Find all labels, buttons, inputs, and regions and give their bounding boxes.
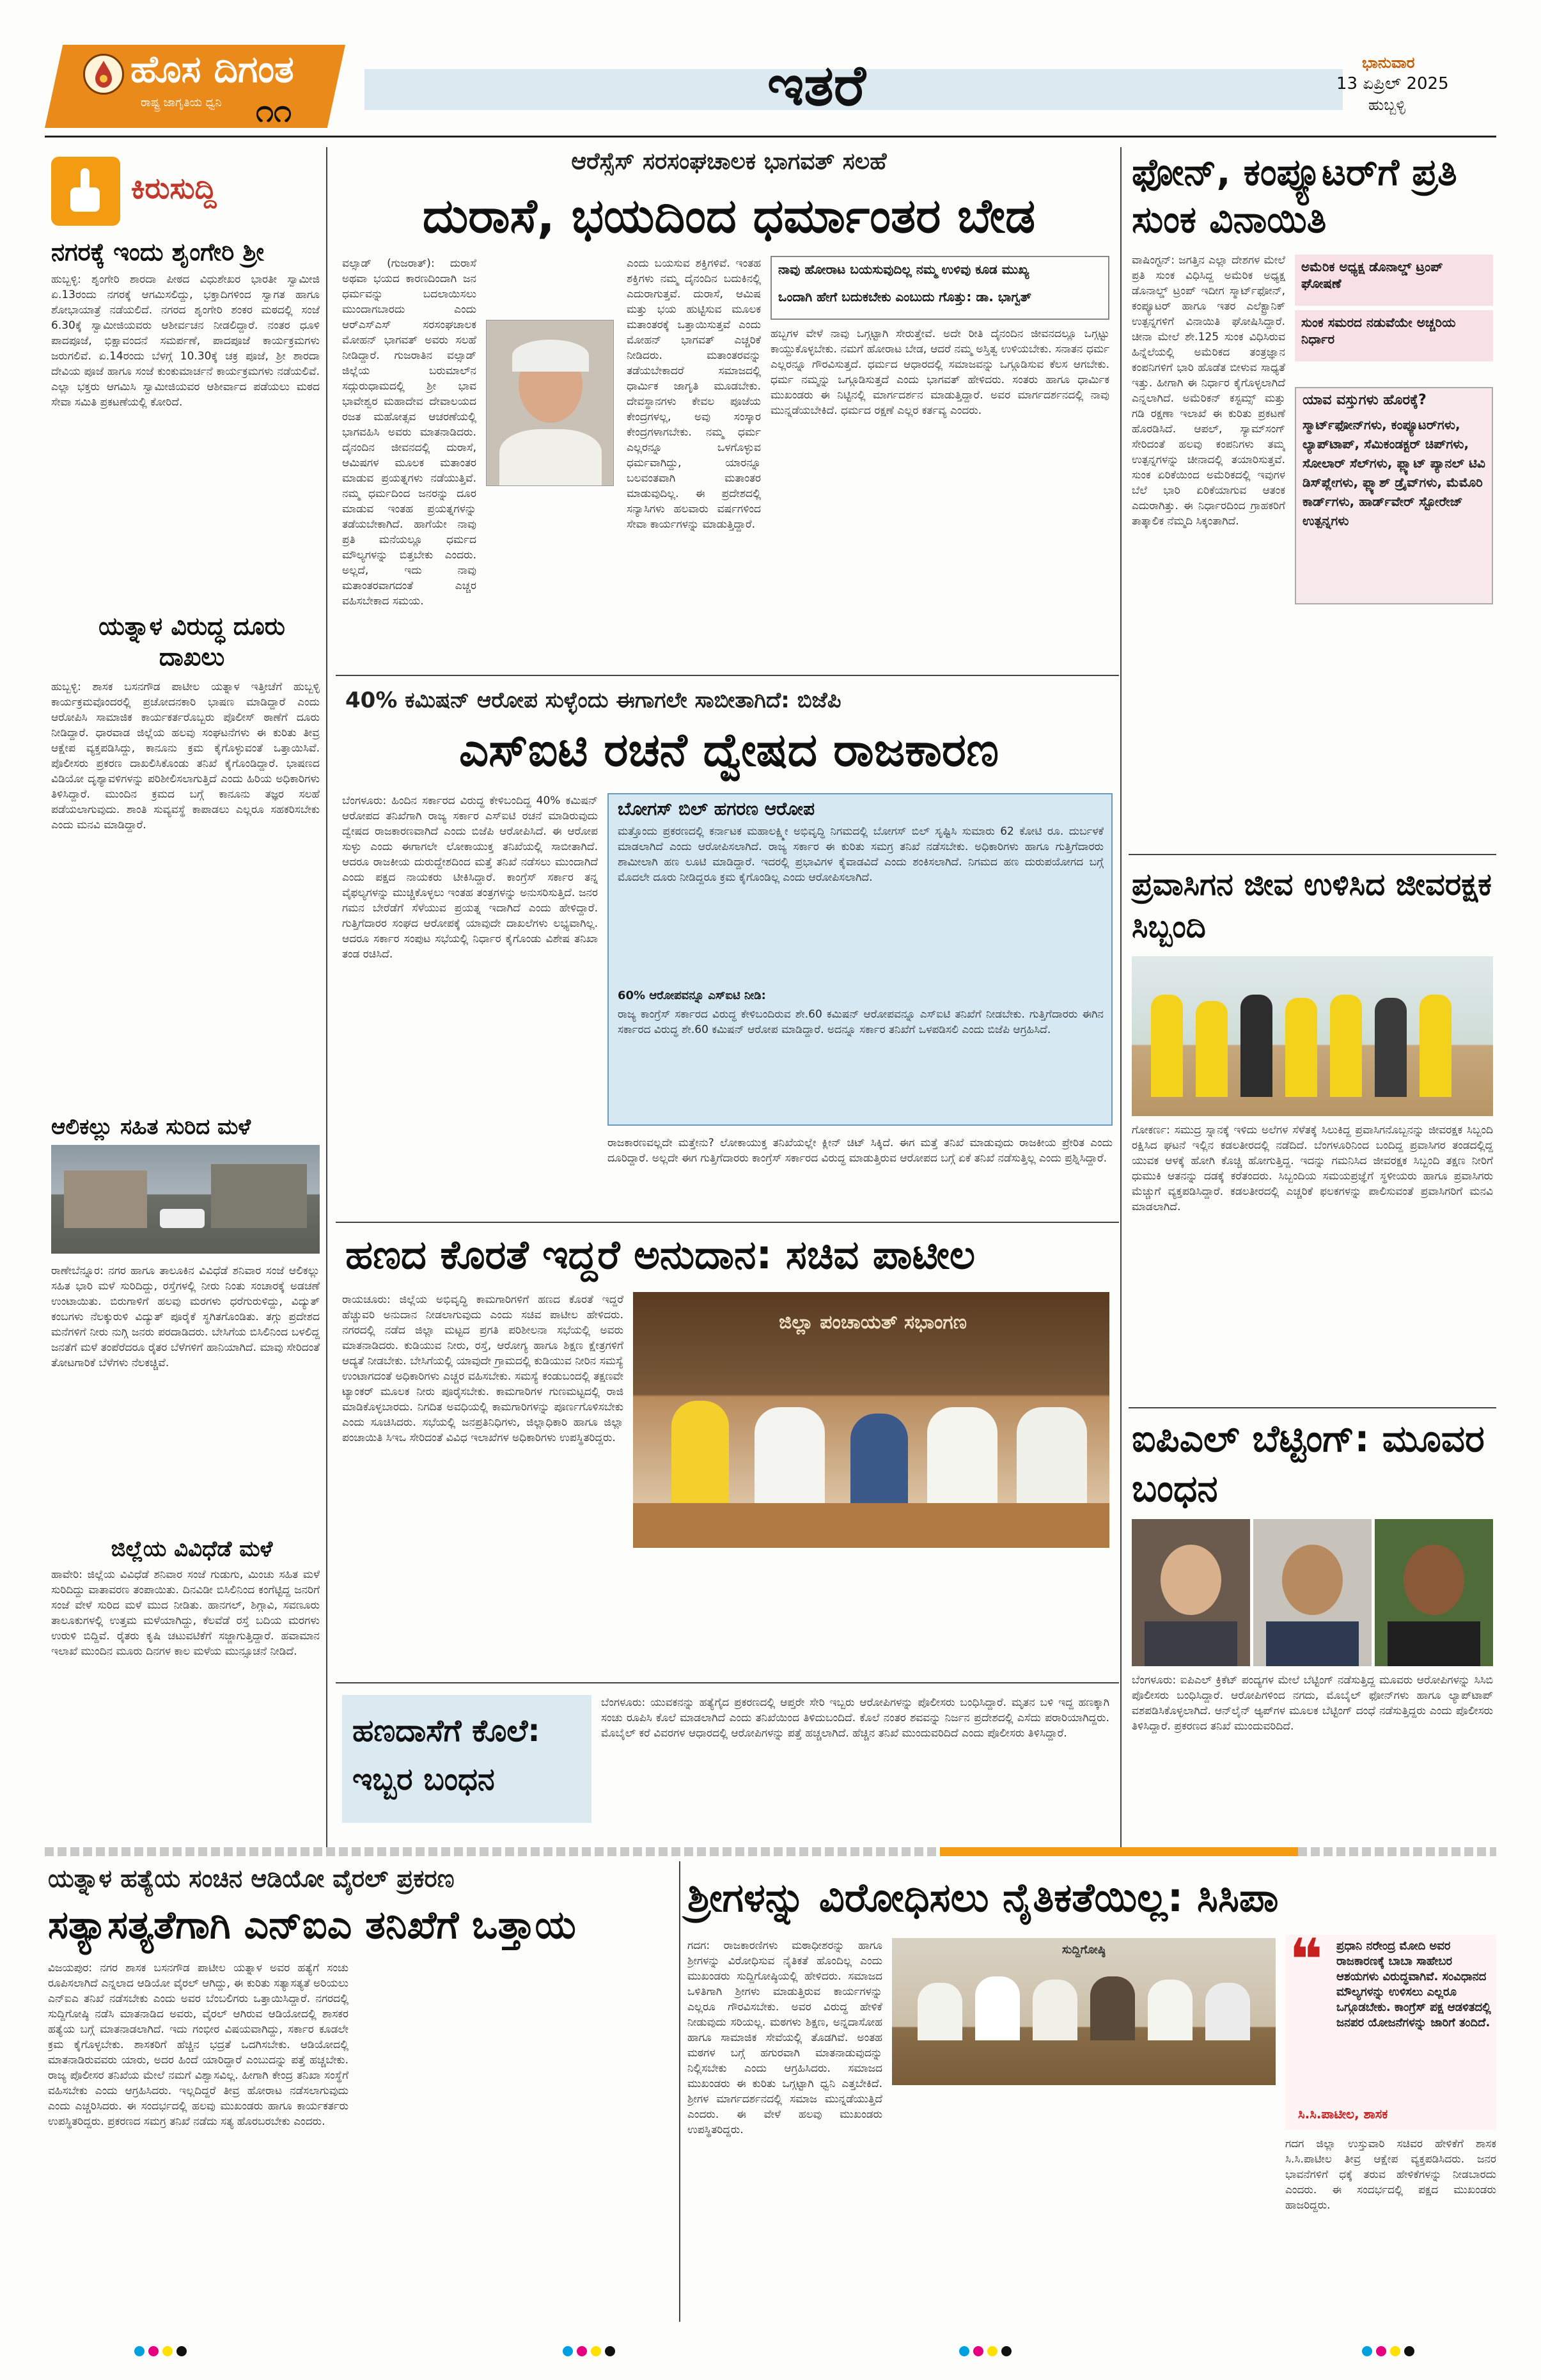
cpi-headline: ಶ್ರೀಗಳನ್ನು ವಿರೋಧಿಸಲು ನೈತಿಕತೆಯಿಲ್ಲ: ಸಿಸಿಪಾ	[687, 1874, 1279, 1921]
brief-1-body: ಹುಬ್ಬಳ್ಳಿ: ಶೃಂಗೇರಿ ಶಾರದಾ ಪೀಠದ ವಿಧುಶೇಖರ ಭಾರತೀ ಸ್ವಾಮೀಜಿ ಏ.13ರಂದು ನಗರಕ್ಕೆ ಆಗಮಿಸಲಿದ್ದು, ಭಕ್ತಾದಿಗಳಿಂದ ಸ್ವಾಗತ ಹಾಗೂ ಶೋಭಾಯಾತ್ರೆ ನಡೆಯಲಿದೆ. ನಗರದ ಶೃಂಗೇರಿ ಶಂಕರ ಮಠದಲ್ಲಿ ಸಂಜೆ 6.30ಕ್ಕೆ ಸ್ವಾಮೀಜಿಯವರು ಆಶೀರ್ವಚನ ನೀಡಲಿದ್ದಾರೆ. ನಂತರ ಧೂಳಿ ಪಾದಪೂಜೆ, ಭಿಕ್ಷಾವಂದನೆ ಸಮರ್ಪಣೆ, ಪಾದಪೂಜೆ ಕಾರ್ಯಕ್ರಮಗಳು ಜರುಗಲಿವೆ. ಏ.14ರಂದು ಬೆಳಗ್ಗೆ 10.30ಕ್ಕೆ ಚಕ್ರ ಪೂಜೆ, ಶ್ರೀ ಶಾರದಾ ದೇವಿಯ ಪೂಜೆ ಹಾಗೂ ಸಂಜೆ ಕುಂಕುಮಾರ್ಚನೆ ಕಾರ್ಯಕ್ರಮಗಳು ನಡೆಯಲಿವೆ. ಎಲ್ಲಾ ಭಕ್ತರು ಆಗಮಿಸಿ ಸ್ವಾಮೀಜಿಯವರ ಆಶೀರ್ವಾದ ಪಡೆಯಲು ಮಠದ ಸೇವಾ ಸಮಿತಿ ಪ್ರಕಟಣೆಯಲ್ಲಿ ಕೋರಿದೆ.	[51, 273, 320, 409]
masthead-rule	[45, 136, 1496, 138]
section-stripe-orange	[940, 1847, 1298, 1856]
brief-2-title: ಯತ್ನಾಳ ವಿರುದ್ಧ ದೂರು ದಾಖಲು	[98, 612, 285, 671]
logo-emblem-icon	[83, 54, 124, 95]
tariff-headline: ಫೋನ್, ಕಂಪ್ಯೂಟರ್‌ಗೆ ಪ್ರತಿ ಸುಂಕ ವಿನಾಯಿತಿ	[1132, 150, 1457, 241]
quote-mark-icon: ❝	[1289, 1927, 1323, 1994]
cpi-side-body: ಗದಗ ಜಿಲ್ಲಾ ಉಸ್ತುವಾರಿ ಸಚಿವರ ಹೇಳಿಕೆಗೆ ಶಾಸಕ ಸಿ.ಸಿ.ಪಾಟೀಲ ತೀವ್ರ ಆಕ್ಷೇಪ ವ್ಯಕ್ತಪಡಿಸಿದರು. ಜನರ ಭಾವನೆಗಳಿಗೆ ಧಕ್ಕೆ ತರುವ ಹೇಳಿಕೆಗಳನ್ನು ನೀಡಬಾರದು ಎಂದರು. ಈ ಸಂದರ್ಭದಲ್ಲಿ ಪಕ್ಷದ ಮುಖಂಡರು ಹಾಜರಿದ್ದರು.	[1285, 2138, 1496, 2212]
lead-headline: ದುರಾಸೆ, ಭಯದಿಂದ ಧರ್ಮಾಂತರ ಬೇಡ	[422, 189, 1036, 244]
nia-body: ವಿಜಯಪುರ: ನಗರ ಶಾಸಕ ಬಸನಗೌಡ ಪಾಟೀಲ ಯತ್ನಾಳ ಅವರ ಹತ್ಯೆಗೆ ಸಂಚು ರೂಪಿಸಲಾಗಿದೆ ಎನ್ನಲಾದ ಆಡಿಯೋ ವೈರಲ್ ಆಗಿದ್ದು, ಈ ಕುರಿತು ಸತ್ಯಾಸತ್ಯತೆ ಅರಿಯಲು ಎನ್‌ಐಎ ತನಿಖೆ ನಡೆಸಬೇಕು ಎಂದು ಅವರ ಬೆಂಬಲಿಗರು ಒತ್ತಾಯಿಸಿದ್ದಾರೆ. ನಗರದಲ್ಲಿ ಸುದ್ದಿಗೋಷ್ಠಿ ನಡೆಸಿ ಮಾತನಾಡಿದ ಅವರು, ವೈರಲ್ ಆಗಿರುವ ಆಡಿಯೋದಲ್ಲಿ ಶಾಸಕರ ಹತ್ಯೆಯ ಬಗ್ಗೆ ಮಾತನಾಡಲಾಗಿದೆ. ಇದು ಗಂಭೀರ ವಿಷಯವಾಗಿದ್ದು, ಸರ್ಕಾರ ಕೂಡಲೇ ಕ್ರಮ ಕೈಗೊಳ್ಳಬೇಕು. ಶಾಸಕರಿಗೆ ಹೆಚ್ಚಿನ ಭದ್ರತೆ ಒದಗಿಸಬೇಕು. ಆಡಿಯೋದಲ್ಲಿ ಮಾತನಾಡಿರುವವರು ಯಾರು, ಅದರ ಹಿಂದೆ ಯಾರಿದ್ದಾರೆ ಎಂಬುದನ್ನು ಪತ್ತೆ ಹಚ್ಚಬೇಕು. ರಾಜ್ಯ ಪೊಲೀಸರ ತನಿಖೆಯ ಮೇಲೆ ನಮಗೆ ವಿಶ್ವಾಸವಿಲ್ಲ. ಹೀಗಾಗಿ ಕೇಂದ್ರ ತನಿಖಾ ಸಂಸ್ಥೆಗೆ ವಹಿಸಬೇಕು ಎಂದು ಆಗ್ರಹಿಸಿದರು. ಇಲ್ಲದಿದ್ದರೆ ತೀವ್ರ ಹೋರಾಟ ನಡೆಸಲಾಗುವುದು ಎಂದು ಎಚ್ಚರಿಸಿದರು. ಈ ಸಂದರ್ಭದಲ್ಲಿ ಹಲವು ಮುಖಂಡರು ಹಾಗೂ ಕಾರ್ಯಕರ್ತರು ಉಪಸ್ಥಿತರಿದ್ದರು. ಪ್ರಕರಣದ ಸಮಗ್ರ ತನಿಖೆ ನಡೆದು ಸತ್ಯ ಹೊರಬರಬೇಕು ಎಂದರು.	[48, 1962, 348, 2128]
sit-headline: ಎಸ್‌ಐಟಿ ರಚನೆ ದ್ವೇಷದ ರಾಜಕಾರಣ	[458, 723, 999, 776]
brief-4-title: ಜಿಲ್ಲೆಯ ವಿವಿಧೆಡೆ ಮಳೆ	[111, 1536, 273, 1562]
accused-2-photo	[1253, 1519, 1372, 1666]
bogus-bill-highlight: 60% ಆರೋಪವನ್ನೂ ಎಸ್‌ಐಟಿ ನೀಡಿ:	[618, 989, 766, 1002]
tariff-list-box	[1295, 387, 1493, 604]
ipl-headline: ಐಪಿಎಲ್ ಬೆಟ್ಟಿಂಗ್: ಮೂವರ ಬಂಧನ	[1132, 1417, 1485, 1510]
tariff-box-2-text: ಸುಂಕ ಸಮರದ ನಡುವೆಯೇ ಅಚ್ಚರಿಯ ನಿರ್ಧಾರ	[1301, 315, 1456, 347]
rescue-body: ಗೋಕರ್ಣ: ಸಮುದ್ರ ಸ್ನಾನಕ್ಕೆ ಇಳಿದು ಅಲೆಗಳ ಸೆಳೆತಕ್ಕೆ ಸಿಲುಕಿದ್ದ ಪ್ರವಾಸಿಗನೊಬ್ಬನನ್ನು ಜೀವರಕ್ಷಕ ಸಿಬ್ಬಂದಿ ರಕ್ಷಿಸಿದ ಘಟನೆ ಇಲ್ಲಿನ ಕಡಲತೀರದಲ್ಲಿ ನಡೆದಿದೆ. ಬೆಂಗಳೂರಿನಿಂದ ಬಂದಿದ್ದ ಪ್ರವಾಸಿಗರ ತಂಡದಲ್ಲಿದ್ದ ಯುವಕ ಆಳಕ್ಕೆ ಹೋಗಿ ಕೊಚ್ಚಿ ಹೋಗುತ್ತಿದ್ದ. ಇದನ್ನು ಗಮನಿಸಿದ ಜೀವರಕ್ಷಕ ಸಿಬ್ಬಂದಿ ತಕ್ಷಣ ನೀರಿಗೆ ಧುಮುಕಿ ಆತನನ್ನು ದಡಕ್ಕೆ ಕರೆತಂದರು. ಸಿಬ್ಬಂದಿಯ ಸಮಯಪ್ರಜ್ಞೆಗೆ ಸ್ಥಳೀಯರು ಹಾಗೂ ಪ್ರವಾಸಿಗರು ಮೆಚ್ಚುಗೆ ವ್ಯಕ್ತಪಡಿಸಿದ್ದಾರೆ. ಕಡಲತೀರದಲ್ಲಿ ಎಚ್ಚರಿಕೆ ಫಲಕಗಳನ್ನು ಪಾಲಿಸುವಂತೆ ಪ್ರವಾಸಿಗರಿಗೆ ಮನವಿ ಮಾಡಲಾಗಿದೆ.	[1132, 1124, 1493, 1213]
brief-3-body: ರಾಣೇಬೆನ್ನೂರ: ನಗರ ಹಾಗೂ ತಾಲೂಕಿನ ವಿವಿಧೆಡೆ ಶನಿವಾರ ಸಂಜೆ ಆಲಿಕಲ್ಲು ಸಹಿತ ಭಾರಿ ಮಳೆ ಸುರಿದಿದ್ದು, ರಸ್ತೆಗಳಲ್ಲಿ ನೀರು ನಿಂತು ಸಂಚಾರಕ್ಕೆ ಅಡಚಣೆ ಉಂಟಾಯಿತು. ಬಿರುಗಾಳಿಗೆ ಹಲವು ಮರಗಳು ಧರೆಗುರುಳಿದ್ದು, ವಿದ್ಯುತ್ ಕಂಬಗಳು ನೆಲಕ್ಕುರುಳಿ ವಿದ್ಯುತ್ ಪೂರೈಕೆ ಸ್ಥಗಿತಗೊಂಡಿತು. ತಗ್ಗು ಪ್ರದೇಶದ ಮನೆಗಳಿಗೆ ನೀರು ನುಗ್ಗಿ ಜನರು ಪರದಾಡಿದರು. ಬೇಸಿಗೆಯ ಬಿಸಿಲಿನಿಂದ ಬಳಲಿದ್ದ ಜನತೆಗೆ ಮಳೆ ತಂಪೆರೆದರೂ ರೈತರ ಬೆಳೆಗಳಿಗೆ ಹಾನಿಯಾಗಿದೆ. ಮಾವು ಸೇರಿದಂತೆ ತೋಟಗಾರಿಕೆ ಬೆಳೆಗಳು ನೆಲಕಚ್ಚಿವೆ.	[51, 1265, 320, 1369]
lead-quote-1: ನಾವು ಹೋರಾಟ ಬಯಸುವುದಿಲ್ಲ ನಮ್ಮ ಉಳಿವು ಕೂಡ ಮುಖ್ಯ	[778, 262, 1029, 277]
bottom-divider-1	[679, 1861, 680, 2322]
page-number: ೧೧	[256, 92, 292, 129]
bogus-bill-body-2: ರಾಜ್ಯ ಕಾಂಗ್ರೆಸ್ ಸರ್ಕಾರದ ವಿರುದ್ಧ ಕೇಳಿಬಂದಿರುವ ಶೇ.60 ಕಮಿಷನ್ ಆರೋಪವನ್ನೂ ಎಸ್‌ಐಟಿ ತನಿಖೆಗೆ ನೀಡಬೇಕು. ಗುತ್ತಿಗೆದಾರರು ಈಗಿನ ಸರ್ಕಾರದ ವಿರುದ್ಧ ಶೇ.60 ಕಮಿಷನ್ ಆರೋಪ ಮಾಡಿದ್ದಾರೆ. ಅದನ್ನೂ ಸರ್ಕಾರ ತನಿಖೆಗೆ ಒಳಪಡಿಸಲಿ ಎಂದು ಬಿಜೆಪಿ ಆಗ್ರಹಿಸಿದೆ.	[618, 1008, 1104, 1036]
tariff-box-2	[1295, 310, 1493, 361]
sit-bottom-rule	[336, 1222, 1119, 1223]
section-title: ಇತರೆ	[767, 52, 866, 118]
rain-photo	[51, 1145, 320, 1254]
tariff-body-2	[1295, 614, 1493, 847]
lead-body-2: ಎಂದು ಬಯಸುವ ಶಕ್ತಿಗಳಿವೆ. ಇಂತಹ ಶಕ್ತಿಗಳು ನಮ್ಮ ದೈನಂದಿನ ಬದುಕಿನಲ್ಲಿ ಎದುರಾಗುತ್ತವೆ. ದುರಾಸೆ, ಆಮಿಷ ಮತ್ತು ಭಯ ಹುಟ್ಟಿಸುವ ಮೂಲಕ ಮತಾಂತರಕ್ಕೆ ಒತ್ತಾಯಿಸುತ್ತವೆ ಎಂದು ಮೋಹನ್ ಭಾಗವತ್ ಎಚ್ಚರಿಕೆ ನೀಡಿದರು. ಮತಾಂತರವನ್ನು ತಡೆಯಬೇಕಾದರೆ ಸಮಾಜದಲ್ಲಿ ಧಾರ್ಮಿಕ ಜಾಗೃತಿ ಮೂಡಬೇಕು. ದೇವಸ್ಥಾನಗಳು ಕೇವಲ ಪೂಜೆಯ ಕೇಂದ್ರಗಳಲ್ಲ, ಅವು ಸಂಸ್ಕಾರ ಕೇಂದ್ರಗಳಾಗಬೇಕು. ನಮ್ಮ ಧರ್ಮ ಎಲ್ಲರನ್ನೂ ಒಳಗೊಳ್ಳುವ ಧರ್ಮವಾಗಿದ್ದು, ಯಾರನ್ನೂ ಬಲವಂತವಾಗಿ ಮತಾಂತರ ಮಾಡುವುದಿಲ್ಲ. ಈ ಪ್ರದೇಶದಲ್ಲಿ ಸನ್ಯಾಸಿಗಳು ಹಲವಾರು ವರ್ಷಗಳಿಂದ ಸೇವಾ ಕಾರ್ಯಗಳನ್ನು ಮಾಡುತ್ತಿದ್ದಾರೆ.	[627, 257, 761, 531]
press-meet-photo	[892, 1938, 1276, 2085]
lead-kicker: ಆರೆಸ್ಸೆಸ್ ಸರಸಂಘಚಾಲಕ ಭಾಗವತ್ ಸಲಹೆ	[571, 148, 887, 175]
bhagwat-portrait	[486, 320, 614, 486]
section-stripe-grey-2	[1298, 1847, 1496, 1856]
bogus-bill-body: ಮತ್ತೊಂದು ಪ್ರಕರಣದಲ್ಲಿ ಕರ್ನಾಟಕ ಮಹಾಲಕ್ಷ್ಮೀ ಅಭಿವೃದ್ಧಿ ನಿಗಮದಲ್ಲಿ ಬೋಗಸ್ ಬಿಲ್ ಸೃಷ್ಟಿಸಿ ಸುಮಾರು 62 ಕೋಟಿ ರೂ. ದುರ್ಬಳಕೆ ಮಾಡಲಾಗಿದೆ ಎಂದು ಆರೋಪಿಸಲಾಗಿದೆ. ರಾಜ್ಯ ಸರ್ಕಾರ ಈ ಕುರಿತು ಸಮಗ್ರ ತನಿಖೆ ನಡೆಸಬೇಕು. ಅಧಿಕಾರಿಗಳು ಹಾಗೂ ಗುತ್ತಿಗೆದಾರರು ಶಾಮೀಲಾಗಿ ಹಣ ಲೂಟಿ ಮಾಡಿದ್ದಾರೆ. ಇದರಲ್ಲಿ ಪ್ರಭಾವಿಗಳ ಕೈವಾಡವಿದೆ ಎಂದು ಶಂಕಿಸಲಾಗಿದೆ. ನಿಗಮದ ಹಣ ದುರುಪಯೋಗದ ಬಗ್ಗೆ ಮೊದಲೇ ದೂರು ನೀಡಿದ್ದರೂ ಕ್ರಮ ಕೈಗೊಂಡಿಲ್ಲ ಎಂದು ಆರೋಪಿಸಲಾಗಿದೆ.	[618, 825, 1104, 884]
tariff-box-1-text: ಅಮೆರಿಕ ಅಧ್ಯಕ್ಷ ಡೊನಾಲ್ಡ್ ಟ್ರಂಪ್ ಘೋಷಣೆ	[1301, 259, 1443, 291]
quote-box	[1285, 1927, 1496, 2130]
briefs-label: ಕಿರುಸುದ್ದಿ	[131, 171, 217, 205]
murder-body: ಬೆಂಗಳೂರು: ಯುವಕನನ್ನು ಹತ್ಯೆಗೈದ ಪ್ರಕರಣದಲ್ಲಿ ಆಪ್ತರೇ ಸೇರಿ ಇಬ್ಬರು ಆರೋಪಿಗಳನ್ನು ಪೊಲೀಸರು ಬಂಧಿಸಿದ್ದಾರೆ. ಮೃತನ ಬಳಿ ಇದ್ದ ಹಣಕ್ಕಾಗಿ ಸಂಚು ರೂಪಿಸಿ ಕೊಲೆ ಮಾಡಲಾಗಿದೆ ಎಂದು ತನಿಖೆಯಿಂದ ತಿಳಿದುಬಂದಿದೆ. ಕೊಲೆ ನಂತರ ಶವವನ್ನು ನಿರ್ಜನ ಪ್ರದೇಶದಲ್ಲಿ ಎಸೆದು ಪರಾರಿಯಾಗಿದ್ದರು. ಮೊಬೈಲ್ ಕರೆ ವಿವರಗಳ ಆಧಾರದಲ್ಲಿ ಆರೋಪಿಗಳನ್ನು ಪತ್ತೆ ಹಚ್ಚಲಾಗಿದೆ. ಹೆಚ್ಚಿನ ತನಿಖೆ ಮುಂದುವರಿದಿದೆ ಎಂದು ಪೊಲೀಸರು ತಿಳಿಸಿದ್ದಾರೆ.	[601, 1696, 1109, 1740]
pointing-hand-icon	[51, 157, 120, 226]
press-meet-banner: ಸುದ್ದಿಗೋಷ್ಠಿ	[1062, 1943, 1106, 1957]
quote-author: ಸಿ.ಸಿ.ಪಾಟೀಲ, ಶಾಸಕ	[1298, 2106, 1388, 2122]
sit-kicker: 40% ಕಮಿಷನ್ ಆರೋಪ ಸುಳ್ಳೆಂದು ಈಗಾಗಲೇ ಸಾಬೀತಾಗಿದೆ: ಬಿಜೆಪಿ	[345, 688, 841, 713]
brief-4-body: ಹಾವೇರಿ: ಜಿಲ್ಲೆಯ ವಿವಿಧೆಡೆ ಶನಿವಾರ ಸಂಜೆ ಗುಡುಗು, ಮಿಂಚು ಸಹಿತ ಮಳೆ ಸುರಿದಿದ್ದು ವಾತಾವರಣ ತಂಪಾಯಿತು. ದಿನವಿಡೀ ಬಿಸಿಲಿನಿಂದ ಕಂಗೆಟ್ಟಿದ್ದ ಜನರಿಗೆ ಸಂಜೆ ವೇಳೆ ಸುರಿದ ಮಳೆ ಮುದ ನೀಡಿತು. ಹಾನಗಲ್, ಶಿಗ್ಗಾವಿ, ಸವಣೂರು ತಾಲೂಕುಗಳಲ್ಲಿ ಉತ್ತಮ ಮಳೆಯಾಗಿದ್ದು, ಕೆಲವೆಡೆ ರಸ್ತೆ ಬದಿಯ ಮರಗಳು ಉರುಳಿ ಬಿದ್ದಿವೆ. ರೈತರು ಕೃಷಿ ಚಟುವಟಿಕೆಗೆ ಸಜ್ಜಾಗುತ್ತಿದ್ದಾರೆ. ಹವಾಮಾನ ಇಲಾಖೆ ಮುಂದಿನ ಮೂರು ದಿನಗಳ ಕಾಲ ಮಳೆಯ ಮುನ್ಸೂಚನೆ ನೀಡಿದೆ.	[51, 1568, 320, 1658]
logo-tagline: ರಾಷ್ಟ್ರ ಜಾಗೃತಿಯ ಧ್ವನಿ	[141, 96, 222, 109]
tariff-body: ವಾಷಿಂಗ್ಟನ್: ಜಗತ್ತಿನ ಎಲ್ಲಾ ದೇಶಗಳ ಮೇಲೆ ಪ್ರತಿ ಸುಂಕ ವಿಧಿಸಿದ್ದ ಅಮೆರಿಕ ಅಧ್ಯಕ್ಷ ಡೊನಾಲ್ಡ್ ಟ್ರಂಪ್ ಇದೀಗ ಸ್ಮಾರ್ಟ್‌ಫೋನ್, ಕಂಪ್ಯೂಟರ್ ಹಾಗೂ ಇತರ ಎಲೆಕ್ಟ್ರಾನಿಕ್ ಉತ್ಪನ್ನಗಳಿಗೆ ವಿನಾಯಿತಿ ಘೋಷಿಸಿದ್ದಾರೆ. ಚೀನಾ ಮೇಲೆ ಶೇ.125 ಸುಂಕ ವಿಧಿಸಿರುವ ಹಿನ್ನೆಲೆಯಲ್ಲಿ ಅಮೆರಿಕದ ತಂತ್ರಜ್ಞಾನ ಕಂಪನಿಗಳಿಗೆ ಭಾರಿ ಹೊಡೆತ ಬೀಳುವ ಸಾಧ್ಯತೆ ಇತ್ತು. ಹೀಗಾಗಿ ಈ ನಿರ್ಧಾರ ಕೈಗೊಳ್ಳಲಾಗಿದೆ ಎನ್ನಲಾಗಿದೆ. ಅಮೆರಿಕನ್ ಕಸ್ಟಮ್ಸ್ ಮತ್ತು ಗಡಿ ರಕ್ಷಣಾ ಇಲಾಖೆ ಈ ಕುರಿತು ಪ್ರಕಟಣೆ ಹೊರಡಿಸಿದೆ. ಆಪಲ್, ಸ್ಯಾಮ್‌ಸಂಗ್ ಸೇರಿದಂತೆ ಹಲವು ಕಂಪನಿಗಳು ತಮ್ಮ ಉತ್ಪನ್ನಗಳನ್ನು ಚೀನಾದಲ್ಲಿ ತಯಾರಿಸುತ್ತವೆ. ಸುಂಕ ಏರಿಕೆಯಿಂದ ಅಮೆರಿಕದಲ್ಲಿ ಇವುಗಳ ಬೆಲೆ ಭಾರಿ ಏರಿಕೆಯಾಗುವ ಆತಂಕ ಎದುರಾಗಿತ್ತು. ಈ ನಿರ್ಧಾರದಿಂದ ಗ್ರಾಹಕರಿಗೆ ತಾತ್ಕಾಲಿಕ ನೆಮ್ಮದಿ ಸಿಕ್ಕಂತಾಗಿದೆ.	[1132, 254, 1285, 528]
brief-2-body: ಹುಬ್ಬಳ್ಳಿ: ಶಾಸಕ ಬಸನಗೌಡ ಪಾಟೀಲ ಯತ್ನಾಳ ಇತ್ತೀಚೆಗೆ ಹುಬ್ಬಳ್ಳಿ ಕಾರ್ಯಕ್ರಮವೊಂದರಲ್ಲಿ ಪ್ರಚೋದನಕಾರಿ ಭಾಷಣ ಮಾಡಿದ್ದಾರೆ ಎಂದು ಆರೋಪಿಸಿ ಸಾಮಾಜಿಕ ಕಾರ್ಯಕರ್ತರೊಬ್ಬರು ಪೊಲೀಸ್ ಠಾಣೆಗೆ ದೂರು ನೀಡಿದ್ದಾರೆ. ಧಾರವಾಡ ಜಿಲ್ಲೆಯ ಹಲವು ಸಂಘಟನೆಗಳು ಈ ಕುರಿತು ತೀವ್ರ ಆಕ್ಷೇಪ ವ್ಯಕ್ತಪಡಿಸಿದ್ದು, ಕಾನೂನು ಕ್ರಮ ಕೈಗೊಳ್ಳುವಂತೆ ಒತ್ತಾಯಿಸಿವೆ. ಪೊಲೀಸರು ಪ್ರಕರಣ ದಾಖಲಿಸಿಕೊಂಡು ತನಿಖೆ ಕೈಗೊಂಡಿದ್ದಾರೆ. ಭಾಷಣದ ವಿಡಿಯೋ ದೃಶ್ಯಾವಳಿಗಳನ್ನು ಪರಿಶೀಲಿಸಲಾಗುತ್ತಿದೆ ಎಂದು ಹಿರಿಯ ಅಧಿಕಾರಿಗಳು ತಿಳಿಸಿದ್ದಾರೆ. ಮುಂದಿನ ಕ್ರಮದ ಬಗ್ಗೆ ಕಾನೂನು ತಜ್ಞರ ಸಲಹೆ ಪಡೆಯಲಾಗುವುದು. ಶಾಂತಿ ಸುವ್ಯವಸ್ಥೆ ಕಾಪಾಡಲು ಎಲ್ಲರೂ ಸಹಕರಿಸಬೇಕು ಎಂದು ಮನವಿ ಮಾಡಿದ್ದಾರೆ.	[51, 681, 320, 831]
lead-body-1: ವಲ್ಸಾಡ್ (ಗುಜರಾತ್): ದುರಾಸೆ ಅಥವಾ ಭಯದ ಕಾರಣದಿಂದಾಗಿ ಜನ ಧರ್ಮವನ್ನು ಬದಲಾಯಿಸಲು ಮುಂದಾಗಬಾರದು ಎಂದು ಆರ್‌ಎಸ್‌ಎಸ್ ಸರಸಂಘಚಾಲಕ ಮೋಹನ್ ಭಾಗವತ್ ಅವರು ಸಲಹೆ ನೀಡಿದ್ದಾರೆ. ಗುಜರಾತಿನ ವಲ್ಸಾಡ್ ಜಿಲ್ಲೆಯ ಬರುಮಾಲ್‌ನ ಸದ್ಗುರುಧಾಮದಲ್ಲಿ ಶ್ರೀ ಭಾವ ಭಾವೇಶ್ವರ ಮಹಾದೇವ ದೇವಾಲಯದ ರಜತ ಮಹೋತ್ಸವ ಆಚರಣೆಯಲ್ಲಿ ಭಾಗವಹಿಸಿ ಅವರು ಮಾತನಾಡಿದರು. ದೈನಂದಿನ ಜೀವನದಲ್ಲಿ ದುರಾಸೆ, ಆಮಿಷಗಳ ಮೂಲಕ ಮತಾಂತರ ಮಾಡುವ ಪ್ರಯತ್ನಗಳು ನಡೆಯುತ್ತಿವೆ. ನಮ್ಮ ಧರ್ಮದಿಂದ ಜನರನ್ನು ದೂರ ಮಾಡುವ ಇಂತಹ ಪ್ರಯತ್ನಗಳನ್ನು ತಡೆಯಬೇಕಾಗಿದೆ. ಹಾಗೆಯೇ ನಾವು ಪ್ರತಿ ಮನೆಯಲ್ಲೂ ಧರ್ಮದ ಮೌಲ್ಯಗಳನ್ನು ಬಿತ್ತಬೇಕು ಎಂದರು. ಅಲ್ಲದೆ, ಇದು ನಾವು ಮತಾಂತರವಾಗದಂತೆ ಎಚ್ಚರ ವಹಿಸಬೇಕಾದ ಸಮಯ.	[342, 257, 476, 608]
sit-body-tail: ರಾಜಕಾರಣವಲ್ಲದೇ ಮತ್ತೇನು? ಲೋಕಾಯುಕ್ತ ತನಿಖೆಯಲ್ಲೇ ಕ್ಲೀನ್ ಚಿಟ್ ಸಿಕ್ಕಿದೆ. ಈಗ ಮತ್ತೆ ತನಿಖೆ ಮಾಡುವುದು ರಾಜಕೀಯ ಪ್ರೇರಿತ ಎಂದು ದೂರಿದ್ದಾರೆ. ಅಲ್ಲದೇ ಈಗ ಗುತ್ತಿಗೆದಾರರು ಕಾಂಗ್ರೆಸ್ ಸರ್ಕಾರದ ವಿರುದ್ಧ ಮಾಡುತ್ತಿರುವ ಆರೋಪದ ಬಗ್ಗೆ ಏಕೆ ತನಿಖೆ ನಡೆಸುತ್ತಿಲ್ಲ ಎಂದು ಪ್ರಶ್ನಿಸಿದ್ದಾರೆ.	[607, 1137, 1113, 1165]
cpi-body: ಗದಗ: ರಾಜಕಾರಣಿಗಳು ಮಠಾಧೀಶರನ್ನು ಹಾಗೂ ಶ್ರೀಗಳನ್ನು ವಿರೋಧಿಸುವ ನೈತಿಕತೆ ಹೊಂದಿಲ್ಲ ಎಂದು ಮುಖಂಡರು ಸುದ್ದಿಗೋಷ್ಠಿಯಲ್ಲಿ ಹೇಳಿದರು. ಸಮಾಜದ ಒಳಿತಿಗಾಗಿ ಶ್ರೀಗಳು ಮಾಡುತ್ತಿರುವ ಕಾರ್ಯಗಳನ್ನು ಎಲ್ಲರೂ ಗೌರವಿಸಬೇಕು. ಅವರ ವಿರುದ್ಧ ಹೇಳಿಕೆ ನೀಡುವುದು ಸರಿಯಲ್ಲ. ಮಠಗಳು ಶಿಕ್ಷಣ, ಅನ್ನದಾಸೋಹ ಹಾಗೂ ಸಾಮಾಜಿಕ ಸೇವೆಯಲ್ಲಿ ತೊಡಗಿವೆ. ಅಂತಹ ಮಠಗಳ ಬಗ್ಗೆ ಹಗುರವಾಗಿ ಮಾತನಾಡುವುದನ್ನು ನಿಲ್ಲಿಸಬೇಕು ಎಂದು ಆಗ್ರಹಿಸಿದರು. ಸಮಾಜದ ಮುಖಂಡರು ಈ ಕುರಿತು ಒಗ್ಗಟ್ಟಾಗಿ ಧ್ವನಿ ಎತ್ತಬೇಕಿದೆ. ಶ್ರೀಗಳ ಮಾರ್ಗದರ್ಶನದಲ್ಲಿ ಸಮಾಜ ಮುನ್ನಡೆಯುತ್ತಿದೆ ಎಂದರು. ಈ ವೇಳೆ ಹಲವು ಮುಖಂಡರು ಉಪಸ್ಥಿತರಿದ್ದರು.	[687, 1939, 882, 2136]
issue-city: ಹುಬ್ಬಳ್ಳಿ	[1368, 96, 1405, 114]
briefs-badge	[51, 157, 288, 226]
accused-1-photo	[1132, 1519, 1250, 1666]
sit-body: ಬೆಂಗಳೂರು: ಹಿಂದಿನ ಸರ್ಕಾರದ ವಿರುದ್ಧ ಕೇಳಿಬಂದಿದ್ದ 40% ಕಮಿಷನ್ ಆರೋಪದ ತನಿಖೆಗಾಗಿ ರಾಜ್ಯ ಸರ್ಕಾರ ಎಸ್‌ಐಟಿ ರಚನೆ ಮಾಡಿರುವುದು ದ್ವೇಷದ ರಾಜಕಾರಣವಾಗಿದೆ ಎಂದು ಬಿಜೆಪಿ ಆರೋಪಿಸಿದೆ. ಈ ಆರೋಪ ಸುಳ್ಳು ಎಂದು ಈಗಾಗಲೇ ಲೋಕಾಯುಕ್ತ ತನಿಖೆಯಲ್ಲಿ ಸಾಬೀತಾಗಿದೆ. ಆದರೂ ರಾಜಕೀಯ ದುರುದ್ದೇಶದಿಂದ ಮತ್ತೆ ತನಿಖೆ ನಡೆಸಲು ಮುಂದಾಗಿದೆ ಎಂದು ಪಕ್ಷದ ನಾಯಕರು ಟೀಕಿಸಿದ್ದಾರೆ. ಕಾಂಗ್ರೆಸ್ ಸರ್ಕಾರ ತನ್ನ ವೈಫಲ್ಯಗಳನ್ನು ಮುಚ್ಚಿಕೊಳ್ಳಲು ಇಂತಹ ತಂತ್ರಗಳನ್ನು ಅನುಸರಿಸುತ್ತಿದೆ. ಜನರ ಗಮನ ಬೇರೆಡೆಗೆ ಸೆಳೆಯುವ ಪ್ರಯತ್ನ ಇದಾಗಿದೆ ಎಂದು ಹೇಳಿದ್ದಾರೆ. ಗುತ್ತಿಗೆದಾರರ ಸಂಘದ ಆರೋಪಕ್ಕೆ ಯಾವುದೇ ದಾಖಲೆಗಳು ಲಭ್ಯವಾಗಿಲ್ಲ. ಆದರೂ ಸರ್ಕಾರ ಸಂಪುಟ ಸಭೆಯಲ್ಲಿ ನಿರ್ಧಾರ ಕೈಗೊಂಡು ವಿಶೇಷ ತನಿಖಾ ತಂಡ ರಚಿಸಿದೆ.	[342, 794, 598, 961]
cpi-body-2	[892, 2095, 1276, 2322]
registration-marks	[0, 2346, 1541, 2359]
lead-body-3: ಹಬ್ಬಗಳ ವೇಳೆ ನಾವು ಒಗ್ಗಟ್ಟಾಗಿ ಸೇರುತ್ತೇವೆ. ಅದೇ ರೀತಿ ದೈನಂದಿನ ಜೀವನದಲ್ಲೂ ಒಗ್ಗಟ್ಟು ಕಾಯ್ದುಕೊಳ್ಳಬೇಕು. ನಮಗೆ ಹೋರಾಟ ಬೇಡ, ಆದರೆ ನಮ್ಮ ಅಸ್ತಿತ್ವ ಉಳಿಯಬೇಕು. ಸನಾತನ ಧರ್ಮ ಎಲ್ಲರನ್ನೂ ಗೌರವಿಸುತ್ತದೆ. ಧರ್ಮದ ಆಧಾರದಲ್ಲಿ ಸಮಾಜವನ್ನು ಒಗ್ಗೂಡಿಸುವ ಕೆಲಸ ಆಗಬೇಕು. ಧರ್ಮ ನಮ್ಮನ್ನು ಒಗ್ಗೂಡಿಸುತ್ತದೆ ಎಂದು ಭಾಗವತ್ ಹೇಳಿದರು. ಸಂತರು ಹಾಗೂ ಧಾರ್ಮಿಕ ಮುಖಂಡರು ಈ ನಿಟ್ಟಿನಲ್ಲಿ ಮಾರ್ಗದರ್ಶನ ಮಾಡುತ್ತಿದ್ದಾರೆ. ಅವರ ಮಾರ್ಗದರ್ಶನದಲ್ಲಿ ನಾವು ಮುನ್ನಡೆಯಬೇಕಿದೆ. ಧರ್ಮದ ರಕ್ಷಣೆ ಎಲ್ಲರ ಕರ್ತವ್ಯ ಎಂದರು.	[770, 327, 1109, 417]
logo-text: ಹೊಸ ದಿಗಂತ	[130, 47, 294, 91]
right-col-divider	[1120, 147, 1122, 1848]
brief-1-title: ನಗರಕ್ಕೆ ಇಂದು ಶೃಂಗೇರಿ ಶ್ರೀ	[51, 238, 264, 266]
nia-kicker: ಯತ್ನಾಳ ಹತ್ಯೆಯ ಸಂಚಿನ ಆಡಿಯೋ ವೈರಲ್ ಪ್ರಕರಣ	[48, 1864, 455, 1893]
tariff-bottom-rule	[1129, 854, 1496, 855]
tariff-box-1	[1295, 255, 1493, 306]
grant-bottom-rule	[336, 1682, 1119, 1683]
rescue-headline: ಪ್ರವಾಸಿಗನ ಜೀವ ಉಳಿಸಿದ ಜೀವರಕ್ಷಕ ಸಿಬ್ಬಂದಿ	[1132, 867, 1492, 945]
rescue-bottom-rule	[1129, 1407, 1496, 1408]
lead-quote-2: ಒಂದಾಗಿ ಹೇಗೆ ಬದುಕಬೇಕು ಎಂಬುದು ಗೊತ್ತು: ಡಾ. ಭಾಗ್ವತ್	[778, 289, 1031, 304]
quote-text: ಪ್ರಧಾನಿ ನರೇಂದ್ರ ಮೋದಿ ಅವರ ರಾಜಕಾರಣಕ್ಕೆ ಬಾಬಾ ಸಾಹೇಬರ ಆಶಯಗಳು ವಿರುದ್ಧವಾಗಿವೆ. ಸಂವಿಧಾನದ ಮೌಲ್ಯಗಳನ್ನು ಉಳಿಸಲು ಎಲ್ಲರೂ ಒಗ್ಗೂಡಬೇಕು. ಕಾಂಗ್ರೆಸ್ ಪಕ್ಷ ಆಡಳಿತದಲ್ಲಿ ಜನಪರ ಯೋಜನೆಗಳನ್ನು ಜಾರಿಗೆ ತಂದಿದೆ.	[1336, 1939, 1491, 2029]
tariff-list-body: ಸ್ಮಾರ್ಟ್‌ಫೋನ್‌ಗಳು, ಕಂಪ್ಯೂಟರ್‌ಗಳು, ಲ್ಯಾಪ್‌ಟಾಪ್, ಸೆಮಿಕಂಡಕ್ಟರ್ ಚಿಪ್‌ಗಳು, ಸೋಲಾರ್ ಸೆಲ್‌ಗಳು, ಫ್ಲ್ಯಾಟ್ ಪ್ಯಾನಲ್ ಟಿವಿ ಡಿಸ್‌ಪ್ಲೇಗಳು, ಫ್ಲ್ಯಾಶ್ ಡ್ರೈವ್‌ಗಳು, ಮೆಮೊರಿ ಕಾರ್ಡ್‌ಗಳು, ಹಾರ್ಡ್‌ವೇರ್ ಸ್ಟೋರೇಜ್ ಉತ್ಪನ್ನಗಳು	[1302, 417, 1485, 528]
grant-headline: ಹಣದ ಕೊರತೆ ಇದ್ದರೆ ಅನುದಾನ: ಸಚಿವ ಪಾಟೀಲ	[345, 1231, 976, 1278]
bogus-bill-box	[607, 793, 1113, 1126]
ipl-body: ಬೆಂಗಳೂರು: ಐಪಿಎಲ್ ಕ್ರಿಕೆಟ್ ಪಂದ್ಯಗಳ ಮೇಲೆ ಬೆಟ್ಟಿಂಗ್ ನಡೆಸುತ್ತಿದ್ದ ಮೂವರು ಆರೋಪಿಗಳನ್ನು ಸಿಸಿಬಿ ಪೊಲೀಸರು ಬಂಧಿಸಿದ್ದಾರೆ. ಆರೋಪಿಗಳಿಂದ ನಗದು, ಮೊಬೈಲ್ ಫೋನ್‌ಗಳು ಹಾಗೂ ಲ್ಯಾಪ್‌ಟಾಪ್ ವಶಪಡಿಸಿಕೊಳ್ಳಲಾಗಿದೆ. ಆನ್‌ಲೈನ್ ಆ್ಯಪ್‌ಗಳ ಮೂಲಕ ಬೆಟ್ಟಿಂಗ್ ದಂಧೆ ನಡೆಸುತ್ತಿದ್ದರು ಎಂದು ಪೊಲೀಸರು ತಿಳಿಸಿದ್ದಾರೆ. ಪ್ರಕರಣದ ತನಿಖೆ ಮುಂದುವರಿದಿದೆ.	[1132, 1674, 1493, 1733]
brief-3-title: ಆಲಿಕಲ್ಲು ಸಹಿತ ಸುರಿದ ಮಳೆ	[51, 1114, 251, 1140]
tariff-list-title: ಯಾವ ವಸ್ತುಗಳು ಹೊರಕ್ಕೆ?	[1302, 392, 1427, 408]
murder-headline: ಹಣದಾಸೆಗೆ ಕೊಲೆ: ಇಬ್ಬರ ಬಂಧನ	[352, 1713, 540, 1797]
lifeguards-photo	[1132, 956, 1493, 1116]
nia-headline: ಸತ್ಯಾಸತ್ಯತೆಗಾಗಿ ಎನ್‌ಐಎ ತನಿಖೆಗೆ ಒತ್ತಾಯ	[48, 1903, 576, 1948]
lead-bottom-rule	[336, 675, 1119, 676]
murder-headline-box	[342, 1695, 591, 1823]
grant-body: ರಾಯಚೂರು: ಜಿಲ್ಲೆಯ ಅಭಿವೃದ್ಧಿ ಕಾಮಗಾರಿಗಳಿಗೆ ಹಣದ ಕೊರತೆ ಇದ್ದರೆ ಹೆಚ್ಚುವರಿ ಅನುದಾನ ನೀಡಲಾಗುವುದು ಎಂದು ಸಚಿವ ಪಾಟೀಲ ಹೇಳಿದರು. ನಗರದಲ್ಲಿ ನಡೆದ ಜಿಲ್ಲಾ ಮಟ್ಟದ ಪ್ರಗತಿ ಪರಿಶೀಲನಾ ಸಭೆಯಲ್ಲಿ ಅವರು ಮಾತನಾಡಿದರು. ಕುಡಿಯುವ ನೀರು, ರಸ್ತೆ, ಆರೋಗ್ಯ ಹಾಗೂ ಶಿಕ್ಷಣ ಕ್ಷೇತ್ರಗಳಿಗೆ ಆದ್ಯತೆ ನೀಡಬೇಕು. ಬೇಸಿಗೆಯಲ್ಲಿ ಯಾವುದೇ ಗ್ರಾಮದಲ್ಲಿ ಕುಡಿಯುವ ನೀರಿನ ಸಮಸ್ಯೆ ಉಂಟಾಗದಂತೆ ಅಧಿಕಾರಿಗಳು ಎಚ್ಚರ ವಹಿಸಬೇಕು. ಸಮಸ್ಯೆ ಕಂಡುಬಂದಲ್ಲಿ ತಕ್ಷಣವೇ ಟ್ಯಾಂಕರ್ ಮೂಲಕ ನೀರು ಪೂರೈಸಬೇಕು. ಕಾಮಗಾರಿಗಳ ಗುಣಮಟ್ಟದಲ್ಲಿ ರಾಜಿ ಮಾಡಿಕೊಳ್ಳಬಾರದು. ನಿಗದಿತ ಅವಧಿಯಲ್ಲಿ ಕಾಮಗಾರಿಗಳನ್ನು ಪೂರ್ಣಗೊಳಿಸಬೇಕು ಎಂದು ಸೂಚಿಸಿದರು. ಸಭೆಯಲ್ಲಿ ಜನಪ್ರತಿನಿಧಿಗಳು, ಜಿಲ್ಲಾಧಿಕಾರಿ ಹಾಗೂ ಜಿಲ್ಲಾ ಪಂಚಾಯಿತಿ ಸಿಇಒ ಸೇರಿದಂತೆ ವಿವಿಧ ಇಲಾಖೆಗಳ ಅಧಿಕಾರಿಗಳು ಉಪಸ್ಥಿತರಿದ್ದರು.	[342, 1293, 623, 1444]
issue-date: 13 ಏಪ್ರಿಲ್ 2025	[1336, 74, 1449, 93]
masthead	[45, 45, 1496, 134]
lead-quote-box	[770, 256, 1109, 320]
left-col-divider	[326, 147, 327, 1848]
accused-3-photo	[1375, 1519, 1493, 1666]
section-stripe-grey	[45, 1847, 940, 1856]
bogus-bill-title: ಬೋಗಸ್ ಬಿಲ್ ಹಗರಣ ಆರೋಪ	[618, 798, 815, 819]
meeting-banner: ಜಿಲ್ಲಾ ಪಂಚಾಯತ್ ಸಭಾಂಗಣ	[779, 1311, 967, 1334]
grant-body-2	[633, 1554, 1109, 1676]
nia-body-2	[358, 1960, 671, 2319]
meeting-photo	[633, 1292, 1109, 1548]
issue-day: ಭಾನುವಾರ	[1362, 54, 1415, 72]
lead-body-1b	[486, 496, 614, 665]
